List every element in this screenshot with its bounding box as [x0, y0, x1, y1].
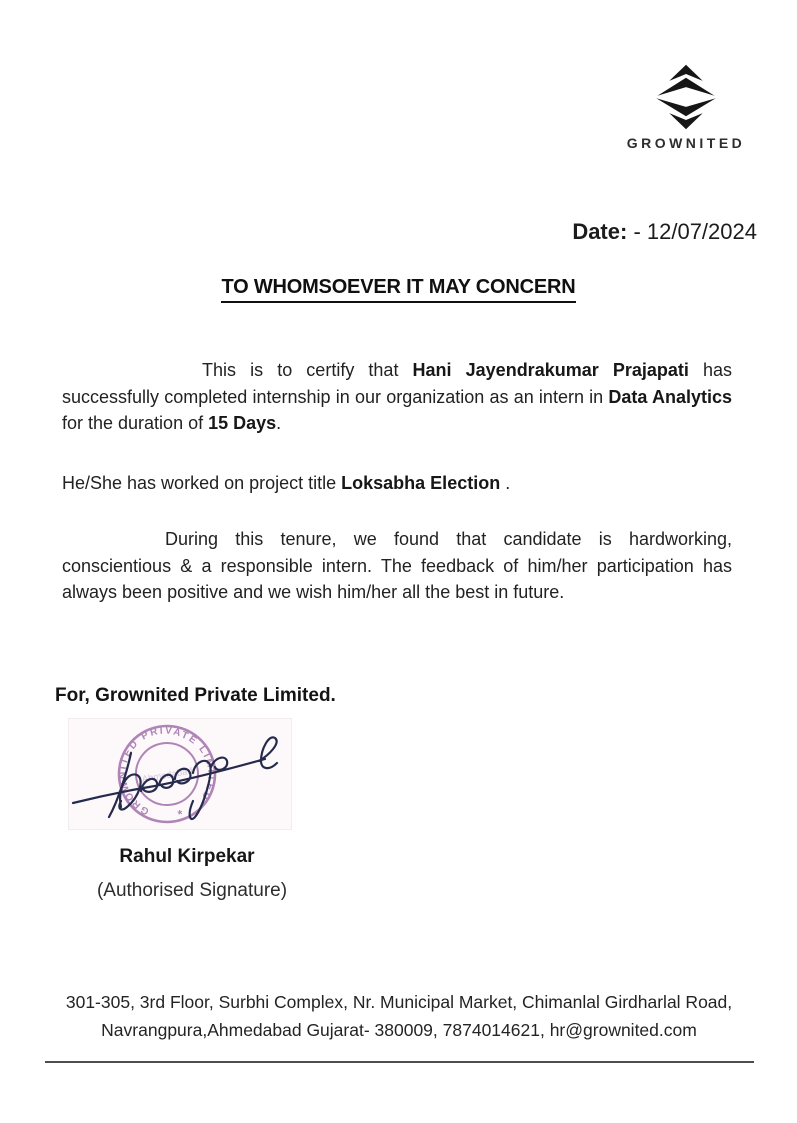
company-logo — [610, 64, 762, 151]
certify-paragraph — [62, 357, 732, 437]
certify-lead: This is to certify that — [202, 360, 413, 380]
stamp-star: * — [176, 807, 184, 822]
stamp-center-text: Ahmedabad — [141, 765, 194, 786]
project-tail: . — [500, 473, 511, 493]
project-lead: He/She has worked on project title — [62, 473, 342, 493]
date-line — [572, 219, 757, 245]
footer-divider — [45, 1061, 754, 1063]
project-paragraph — [62, 470, 732, 497]
certify-mid2: for the duration of — [62, 413, 209, 433]
company-stamp — [68, 718, 292, 830]
title-wrap — [0, 276, 797, 303]
signature-scribble — [73, 737, 277, 819]
page-title: TO WHOMSOEVER IT MAY CONCERN — [221, 276, 575, 303]
date-label: Date: — [572, 219, 628, 244]
signer-name: Rahul Kirpekar — [119, 846, 255, 867]
internship-duration: 15 Days — [208, 413, 277, 433]
company-logo-wordmark: GROWNITED — [626, 135, 746, 151]
date-value: - 12/07/2024 — [627, 219, 757, 244]
grownited-logo-icon — [655, 64, 717, 130]
for-company-line: For, Grownited Private Limited. — [55, 685, 336, 706]
stamp-and-signature-image — [69, 719, 291, 829]
intern-name: Hani Jayendrakumar Prajapati — [412, 360, 689, 380]
certify-tail: . — [276, 413, 282, 433]
feedback-paragraph: During this tenure, we found that candidate is hardworking, conscientious & a responsible intern. The feedback of him/her participation has always been positive and we wish him/her all the best in future. — [62, 529, 732, 602]
stamp-ring-text: GROWNITED PRIVATE LIMITED — [117, 725, 217, 817]
internship-field: Data Analytics — [608, 386, 732, 407]
signer-designation: (Authorised Signature) — [96, 880, 288, 901]
footer-address: 301-305, 3rd Floor, Surbhi Complex, Nr. Municipal Market, Chimanlal Girdharlal Road, Navrangpura,Ahmedabad Gujarat- 380009, 7874014621, hr@grownited.com — [65, 992, 733, 1040]
project-title: Loksabha Election — [341, 473, 501, 493]
certify-mid: has successfully completed internship in our organization as an intern in — [62, 360, 732, 407]
